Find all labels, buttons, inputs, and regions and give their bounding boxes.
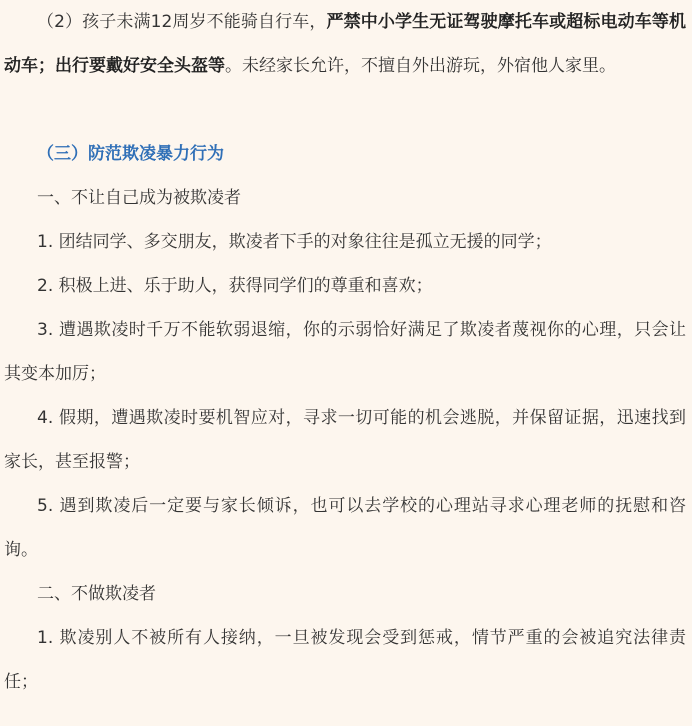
blank-line	[4, 88, 686, 132]
list-item: 2. 积极上进、乐于助人，获得同学们的尊重和喜欢；	[37, 276, 433, 296]
list-item: 5. 遇到欺凌后一定要与家长倾诉，也可以去学校的心理站寻求心理老师的抚慰和咨询。	[4, 496, 686, 560]
text-no-license-driving: 严禁中小学生无证驾驶摩托车或超标电动车等机动车；	[4, 12, 687, 76]
list-item: 1. 欺凌别人不被所有人接纳，一旦被发现会受到惩戒，情节严重的会被追究法律责任；	[4, 628, 686, 692]
list-item: 3. 遭遇欺凌时千万不能软弱退缩，你的示弱恰好满足了欺凌者蔑视你的心理，只会让其变本加厉；	[4, 320, 686, 384]
subheading-not-victim: 一、不让自己成为被欺凌者	[37, 188, 241, 208]
list-item: 4. 假期，遭遇欺凌时要机智应对，寻求一切可能的机会逃脱，并保留证据，迅速找到家长，甚至报警；	[4, 408, 686, 472]
list-item: 1. 团结同学、多交朋友，欺凌者下手的对象往往是孤立无援的同学；	[37, 232, 552, 252]
text-helmet-rule: 出行要戴好安全头盔等	[55, 56, 225, 76]
text-bike-intro: （2）孩子未满12周岁不能骑自行车，	[37, 12, 327, 32]
paragraph-bike-rules	[4, 0, 686, 88]
text-parental-permission: 。未经家长允许，不擅自外出游玩，外宿他人家里。	[225, 56, 616, 76]
subheading-not-bully: 二、不做欺凌者	[37, 584, 156, 604]
section-heading: （三）防范欺凌暴力行为	[37, 144, 224, 164]
